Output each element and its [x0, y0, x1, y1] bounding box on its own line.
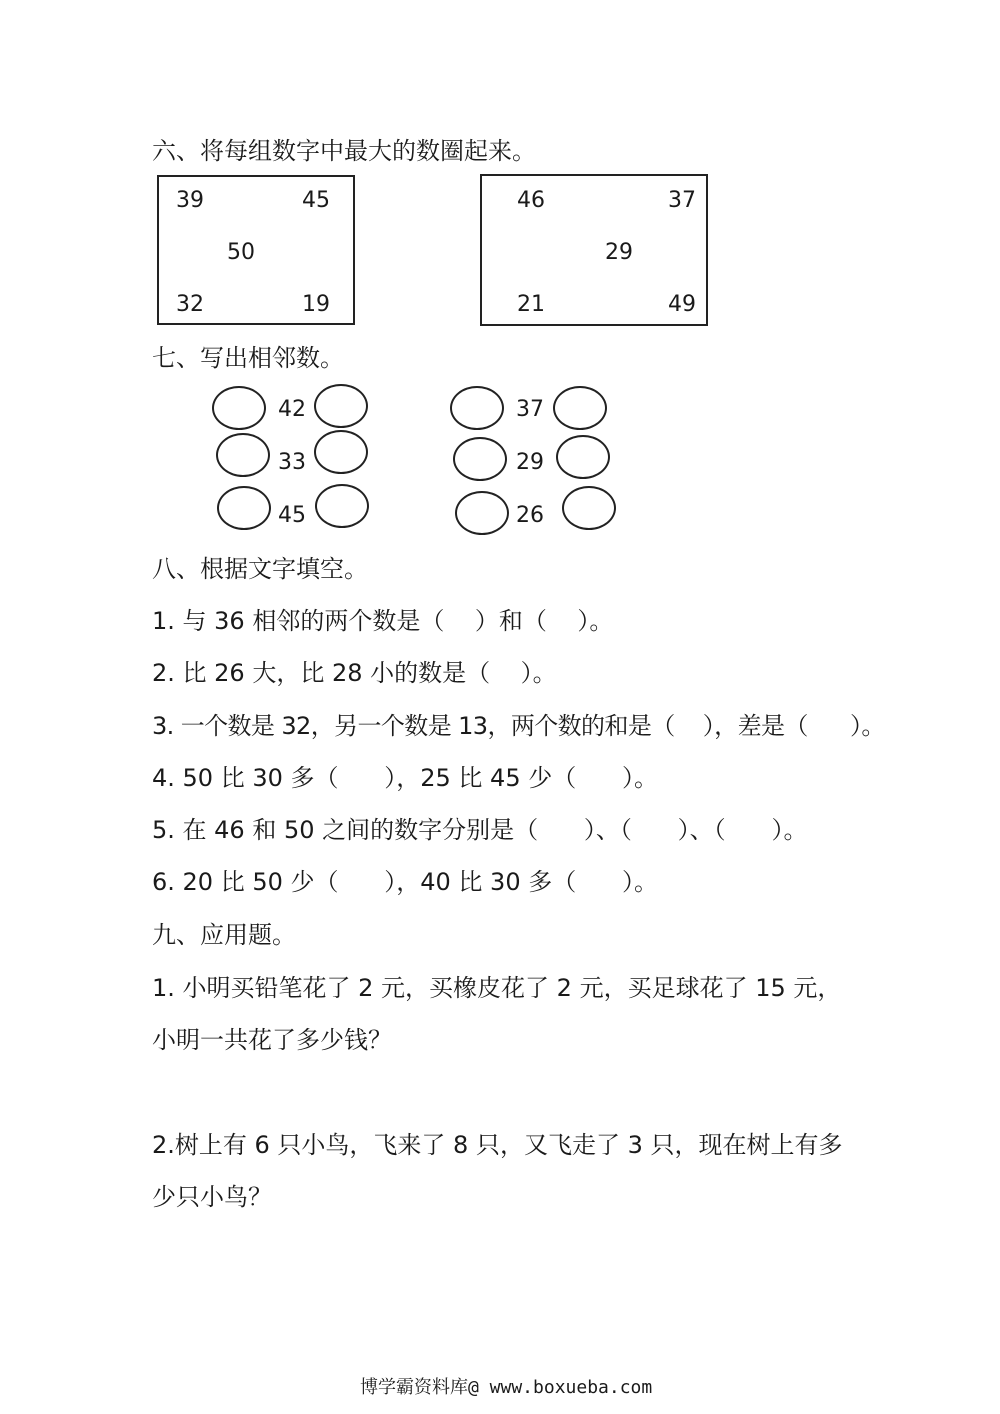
group2-top-left-number[interactable]: 46 — [517, 188, 545, 213]
answer-oval[interactable] — [455, 491, 509, 535]
word-problem-1-line-1: 1. 小明买铅笔花了 2 元，买橡皮花了 2 元，买足球花了 15 元， — [152, 974, 842, 1002]
fill-in-item-4[interactable]: 4. 50 比 30 多（ ），25 比 45 少（ ）。 — [152, 764, 659, 792]
answer-oval[interactable] — [556, 435, 610, 479]
footer-label: 博学霸资料库 — [360, 1377, 468, 1398]
answer-oval[interactable] — [217, 486, 271, 530]
answer-oval[interactable] — [216, 433, 270, 477]
fill-in-item-2[interactable]: 2. 比 26 大，比 28 小的数是（ ）。 — [152, 659, 557, 687]
given-number: 26 — [516, 503, 544, 528]
given-number: 45 — [278, 503, 306, 528]
group2-center-number[interactable]: 29 — [605, 240, 633, 265]
answer-oval[interactable] — [212, 386, 266, 430]
group1-top-left-number[interactable]: 39 — [176, 188, 204, 213]
section-7-title: 七、写出相邻数。 — [152, 344, 344, 372]
given-number: 33 — [278, 450, 306, 475]
given-number: 42 — [278, 397, 306, 422]
answer-oval[interactable] — [450, 386, 504, 430]
group1-bottom-left-number[interactable]: 32 — [176, 292, 204, 317]
answer-oval[interactable] — [553, 386, 607, 430]
section-8-title: 八、根据文字填空。 — [152, 555, 368, 583]
group1-center-number[interactable]: 50 — [227, 240, 255, 265]
fill-in-item-6[interactable]: 6. 20 比 50 少（ ），40 比 30 多（ ）。 — [152, 868, 659, 896]
group1-top-right-number[interactable]: 45 — [302, 188, 330, 213]
fill-in-item-3[interactable]: 3. 一个数是 32，另一个数是 13，两个数的和是（ ），差是（ ）。 — [152, 712, 885, 740]
word-problem-2-line-1: 2.树上有 6 只小鸟，飞来了 8 只，又飞走了 3 只，现在树上有多 — [152, 1131, 843, 1159]
section-6-title: 六、将每组数字中最大的数圈起来。 — [152, 137, 536, 165]
answer-oval[interactable] — [314, 384, 368, 428]
footer-url[interactable]: @ www.boxueba.com — [468, 1377, 653, 1398]
footer-watermark — [360, 1376, 652, 1400]
answer-oval[interactable] — [315, 484, 369, 528]
fill-in-item-5[interactable]: 5. 在 46 和 50 之间的数字分别是（ ）、（ ）、（ ）。 — [152, 816, 808, 844]
word-problem-1-line-2: 小明一共花了多少钱？ — [152, 1026, 392, 1054]
section-9-title: 九、应用题。 — [152, 921, 296, 949]
word-problem-2-line-2: 少只小鸟？ — [152, 1183, 272, 1211]
answer-oval[interactable] — [453, 437, 507, 481]
group2-bottom-left-number[interactable]: 21 — [517, 292, 545, 317]
given-number: 29 — [516, 450, 544, 475]
answer-oval[interactable] — [314, 430, 368, 474]
fill-in-item-1[interactable]: 1. 与 36 相邻的两个数是（ ）和（ ）。 — [152, 607, 614, 635]
group2-top-right-number[interactable]: 37 — [668, 188, 696, 213]
answer-oval[interactable] — [562, 486, 616, 530]
given-number: 37 — [516, 397, 544, 422]
group2-bottom-right-number[interactable]: 49 — [668, 292, 696, 317]
group1-bottom-right-number[interactable]: 19 — [302, 292, 330, 317]
